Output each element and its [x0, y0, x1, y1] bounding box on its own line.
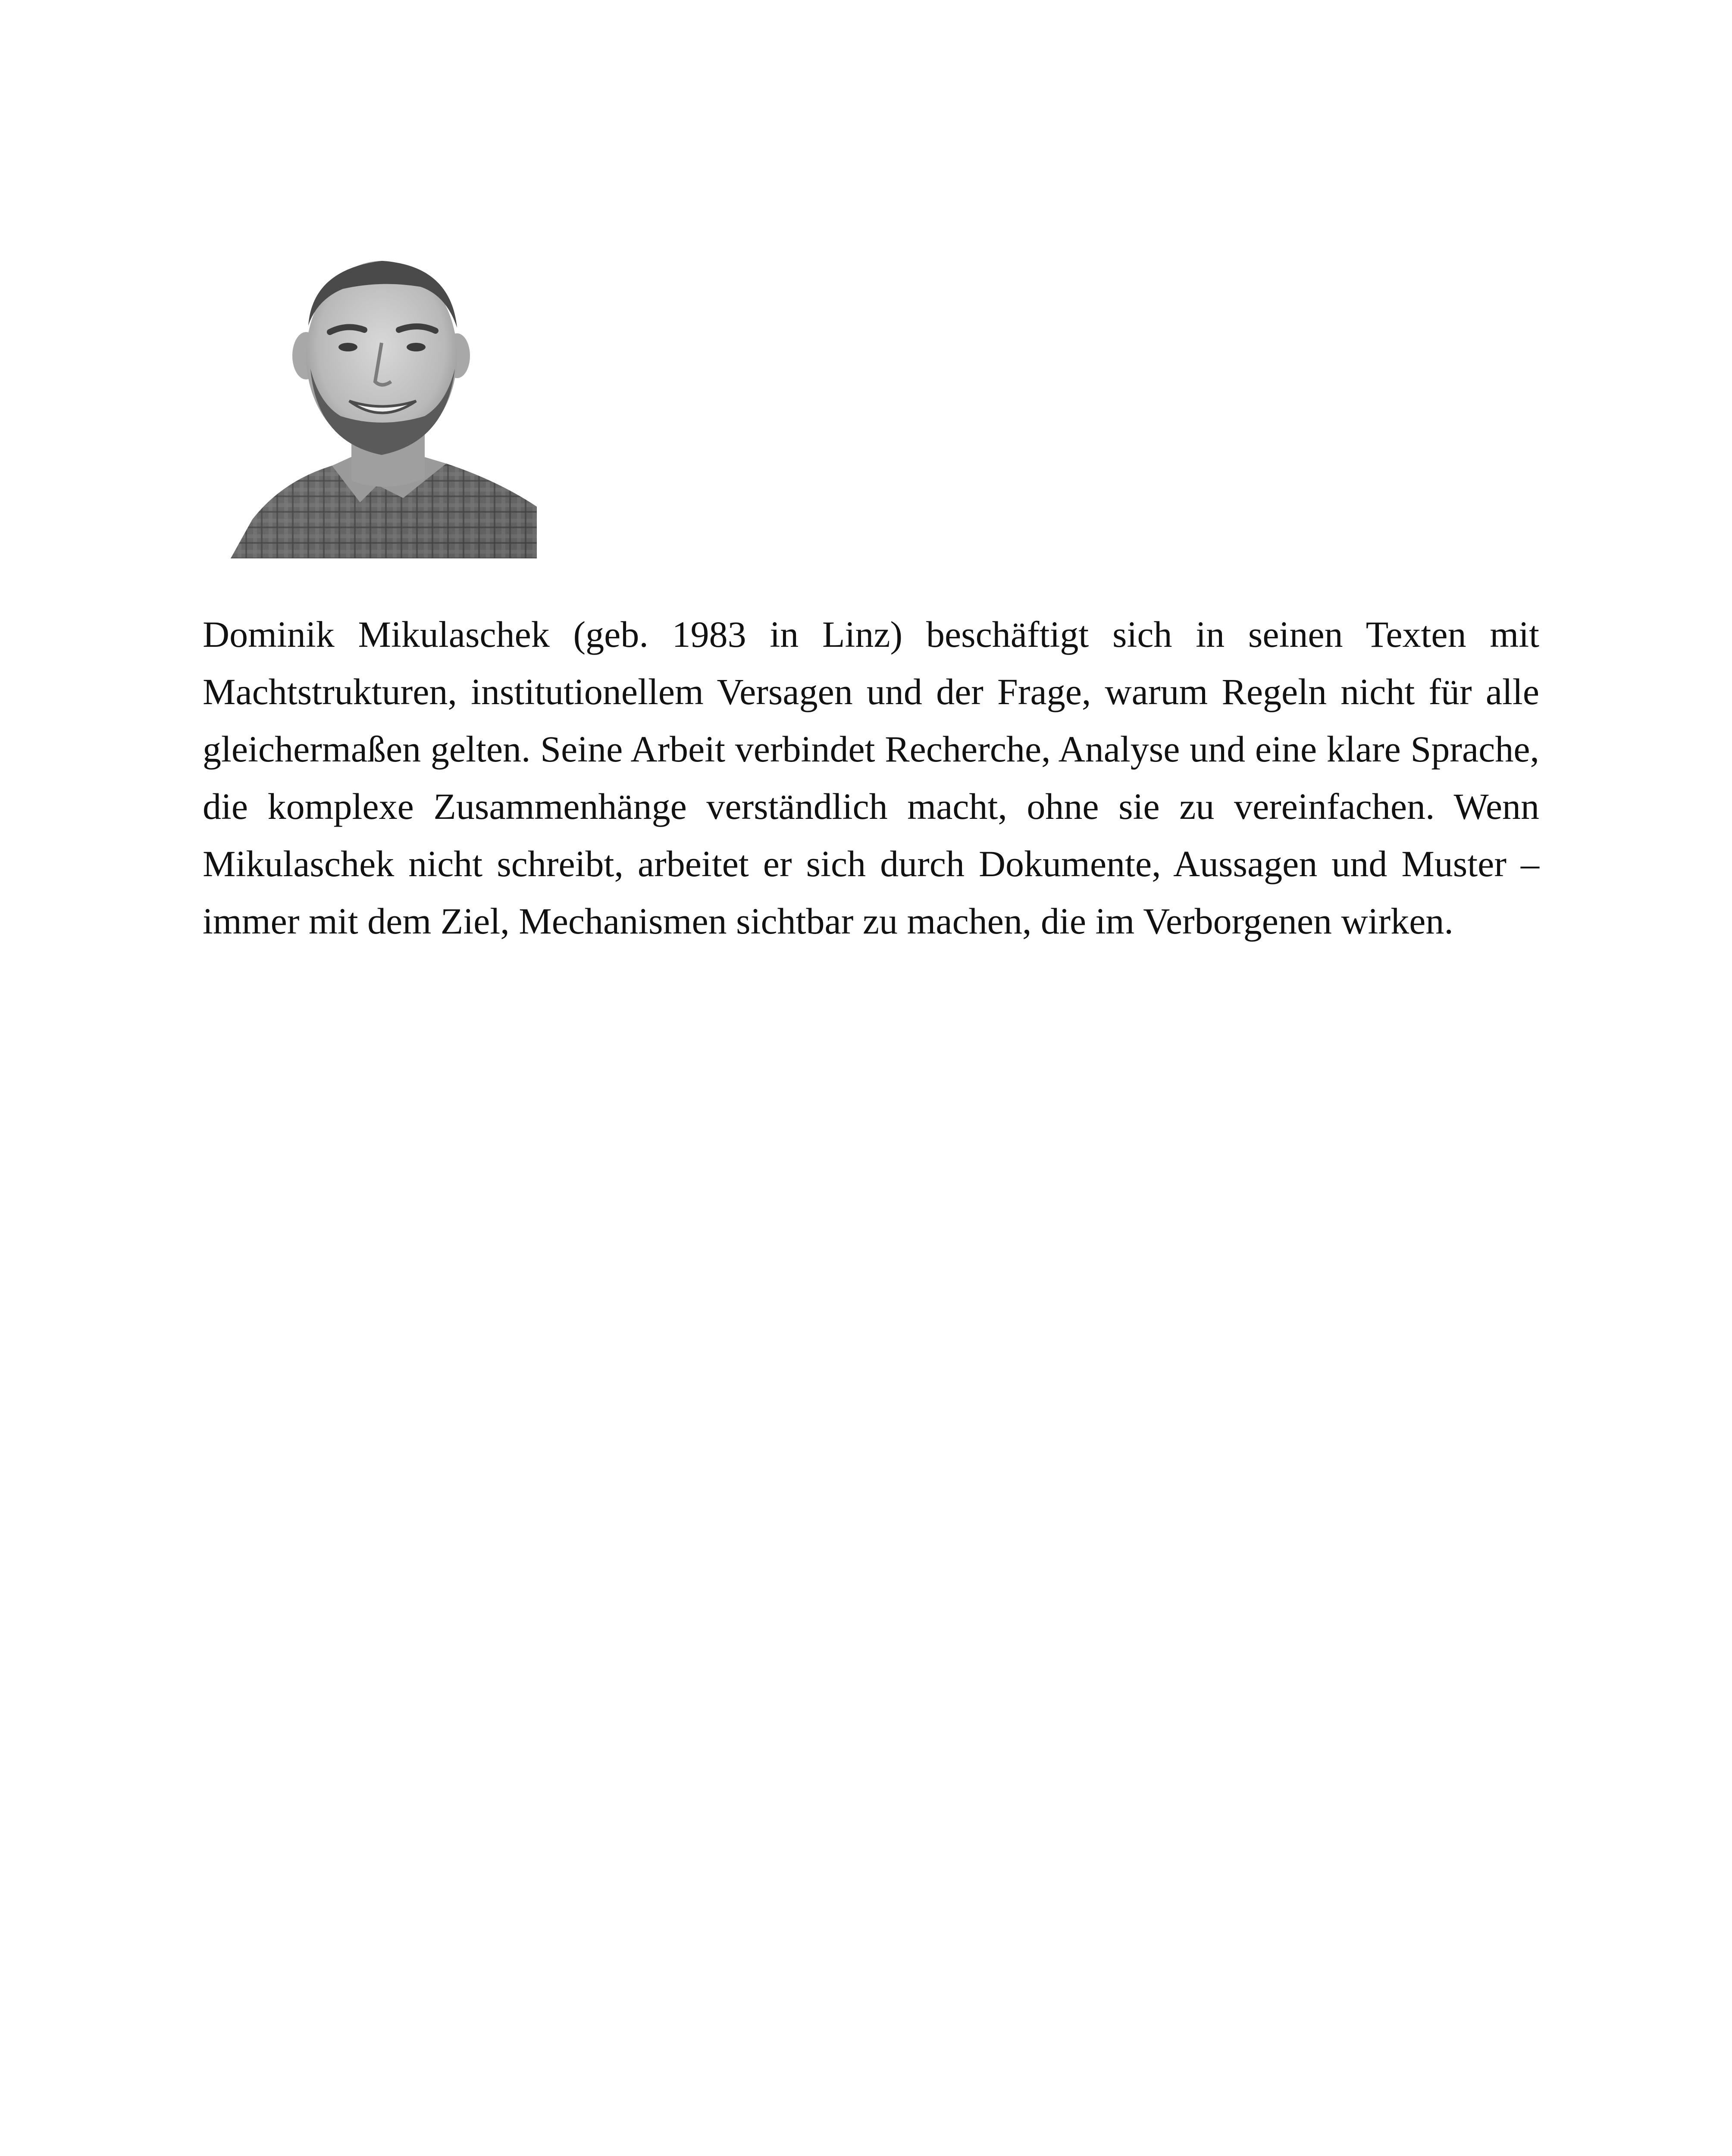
author-bio: Dominik Mikulaschek (geb. 1983 in Linz) beschäftigt sich in seinen Texten mit Machtstrukturen, institutionellem Versagen und der Frage, warum Regeln nicht für alle gleichermaßen gelten. Seine Arbeit verbindet Recherche, Analyse und eine klare Sprache, die komplexe Zusammenhänge verständlich macht, ohne sie zu vereinfachen. Wenn Mikulaschek nicht schreibt, arbeitet er sich durch Dokumente, Aussagen und Muster – immer mit dem Ziel, Mechanismen sichtbar zu machen, die im Verborgenen wirken.: [203, 614, 1539, 942]
author-portrait: [222, 239, 537, 558]
